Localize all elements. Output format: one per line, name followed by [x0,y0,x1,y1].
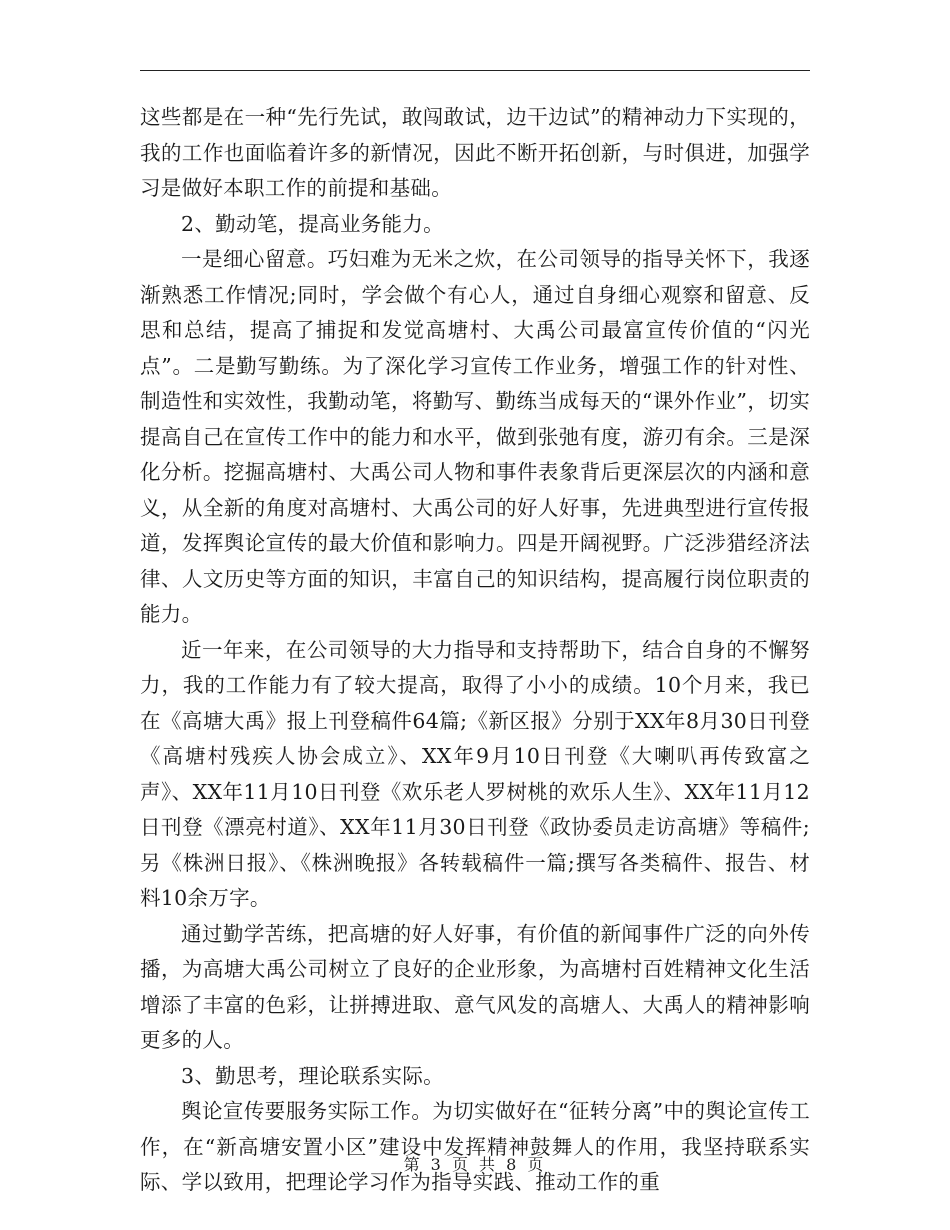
paragraph-1: 这些都是在一种“先行先试，敢闯敢试，边干边试”的精神动力下实现的，我的工作也面临着许多的新情况，因此不断开拓创新，与时俱进，加强学习是做好本职工作的前提和基础。 [140,105,810,200]
document-body [140,100,810,1201]
section-heading-3: 3、勤思考，理论联系实际。 [181,1063,444,1088]
paragraph-2: 一是细心留意。巧妇难为无米之炊，在公司领导的指导关怀下，我逐渐熟悉工作情况;同时，学会做个有心人，通过自身细心观察和留意、反思和总结，提高了捕捉和发觉高塘村、大禹公司最富宣传价值的“闪光点”。二是勤写勤练。为了深化学习宣传工作业务，增强工作的针对性、制造性和实效性，我勤动笔，将勤写、勤练当成每天的“课外作业”，切实提高自己在宣传工作中的能力和水平，做到张弛有度，游刃有余。三是深化分析。挖掘高塘村、大禹公司人物和事件表象背后更深层次的内涵和意义，从全新的角度对高塘村、大禹公司的好人好事，先进典型进行宣传报道，发挥舆论宣传的最大价值和影响力。四是开阔视野。广泛涉猎经济法律、人文历史等方面的知识，丰富自己的知识结构，提高履行岗位职责的能力。 [140,247,810,626]
paragraph-5: 舆论宣传要服务实际工作。为切实做好在“征转分离”中的舆论宣传工作，在“新高塘安置小区”建设中发挥精神鼓舞人的作用，我坚持联系实际、学以致用，把理论学习作为指导实践、推动工作的重 [140,1099,810,1194]
section-heading-2: 2、勤动笔，提高业务能力。 [181,211,444,236]
header-rule [140,70,810,71]
paragraph-4: 通过勤学苦练，把高塘的好人好事，有价值的新闻事件广泛的向外传播，为高塘大禹公司树立了良好的企业形象，为高塘村百姓精神文化生活增添了丰富的色彩，让拼搏进取、意气风发的高塘人、大禹人的精神影响更多的人。 [140,921,810,1052]
paragraph-3: 近一年来，在公司领导的大力指导和支持帮助下，结合自身的不懈努力，我的工作能力有了较大提高，取得了小小的成绩。10个月来，我已在《高塘大禹》报上刊登稿件64篇;《新区报》分别于XX年8月30日刊登《高塘村残疾人协会成立》、XX年9月10日刊登《大喇叭再传致富之声》、XX年11月10日刊登《欢乐老人罗树桃的欢乐人生》、XX年11月12日刊登《漂亮村道》、XX年11月30日刊登《政协委员走访高塘》等稿件;另《株洲日报》、《株洲晚报》各转载稿件一篇;撰写各类稿件、报告、材料10余万字。 [140,637,810,910]
page-number-footer: 第 3 页 共 8 页 [403,1155,547,1174]
